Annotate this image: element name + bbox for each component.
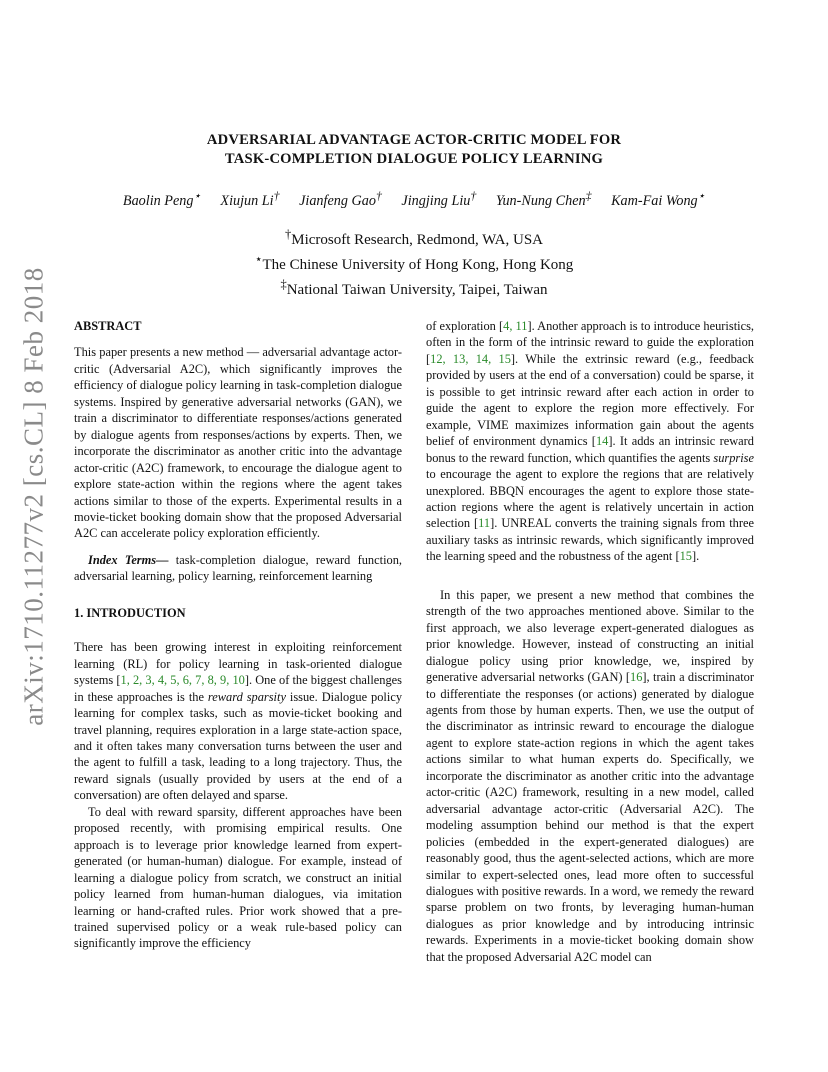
title-line-1: ADVERSARIAL ADVANTAGE ACTOR-CRITIC MODEL FOR [206,132,622,148]
citation-link[interactable]: 1, 2, 3, 4, 5, 6, 7, 8, 9, 10 [120,673,245,688]
citation-link[interactable]: 11 [478,516,491,531]
author: Xiujun Li† [220,188,280,209]
intro-paragraph-2: To deal with reward sparsity, different approaches have been proposed recently, with promising empirical results. One approach is to leverage prior knowledge learned from expert-generated (or human-human) dialogue. For example, instead of learning a dialogue policy from scratch, we construct an initial policy learned from human-human dialogues, via imitation learning or hand-crafted rules. Prior work showed that a pre-trained supervised policy or a weak rule-based policy can significantly improve the efficiency [74,804,402,951]
abstract-heading: ABSTRACT [74,319,142,333]
intro-heading: 1. INTRODUCTION [74,605,186,620]
index-terms-text: task-completion dialogue, reward function, adversarial learning, policy learning, reinforcement learning [74,552,402,584]
citation-link[interactable]: 15 [679,549,692,564]
author: Jingjing Liu† [401,188,477,209]
author: Yun-Nung Chen‡ [495,188,592,209]
arxiv-stamp-text: arXiv:1710.11277v2 [cs.CL] 8 Feb 2018 [18,266,49,726]
left-column [74,318,402,952]
intro-paragraph-1: There has been growing interest in exploiting reinforcement learning (RL) for policy learning in task-oriented dialogue systems [1, 2, 3, 4, 5, 6, 7, 8, 9, 10]. One of the biggest challenges in these approaches is the reward sparsity issue. Dialogue policy learning for complex tasks, such as movie-ticket booking and travel planning, requires exploration in a large state-action space, and it often takes many conversation turns between the user and the agent to fulfill a task, leading to a long trajectory. Thus, the reward signals (usually provided by users at the end of a conversation) are often delayed and sparse. [74,640,403,803]
author-list [0,188,828,210]
title-line-2: TASK-COMPLETION DIALOGUE POLICY LEARNING [224,151,604,167]
right-paragraph-1: of exploration [4, 11]. Another approach is to introduce heuristics, often in the form of the intrinsic reward to guide the exploration [12, 13, 14, 15]. While the extrinsic reward (e.g., feedback provided by users at the end of a conversation) could be sparse, it is possible to get intrinsic reward after each action in order to guide the agent to explore the region more effectively. For example, VIME maximizes information gain about the agents belief of environment dynamics [14]. It adds an intrinsic reward bonus to the reward function, which quantifies the agents surprise to encourage the agent to explore the regions that are relatively unexplored. BBQN encourages the agent to explore those state-action regions where the agent is relatively uncertain in action selection [11]. UNREAL converts the training signals from three auxiliary tasks as intrinsic rewards, which significantly improved the learning speed and the robustness of the agent [15]. [426,319,754,564]
citation-link[interactable]: 4, 11 [503,319,528,333]
paper-title [0,131,828,169]
author: Jianfeng Gao† [299,188,382,209]
right-column [426,318,754,965]
affiliation: ‡National Taiwan University, Taipei, Taiwan [280,277,548,298]
citation-link[interactable]: 14 [595,434,609,449]
author: Baolin Peng⋆ [122,188,201,209]
arxiv-stamp [14,266,54,726]
affiliation: ⋆The Chinese University of Hong Kong, Hong Kong [254,252,574,273]
right-paragraph-2: In this paper, we present a new method that combines the strength of the two approaches mentioned above. Similar to the first approach, we also leverage expert-generated dialogues as prior knowledge. However, instead of constructing an initial dialogue policy using prior knowledge, we, inspired by generative adversarial networks (GAN) [16], train a discriminator to differentiate the responses (or actions) generated by dialogue agents from those by human experts. Then, we use the output of the discriminator as intrinsic reward to encourage the dialogue agent to explore state-action regions in which the agent takes actions similar to what human experts do. Specifically, we incorporate the discriminator as another critic into the advantage actor-critic (A2C) framework, resulting in a new model, called adversarial advantage actor-critic (Adversarial A2C). The modeling assumption behind our method is that the expert policies (embedded in the expert-generated dialogues) are reasonably good, thus the agent-selected actions, which are more similar to expert-selected ones, lead more often to successful dialogues with positive rewards. In a word, we remedy the reward sparse problem on two fronts, by leveraging human-human dialogues as prior knowledge and by introducing intrinsic rewards. Experiments in a movie-ticket booking domain show that the proposed Adversarial A2C model can [426,587,754,964]
author: Kam-Fai Wong⋆ [611,188,706,209]
affiliation-list [0,225,828,300]
abstract-text: This paper presents a new method — adversarial advantage actor-critic (Adversarial A2C), which significantly improves the efficiency of dialogue policy learning in task-completion dialogue systems. Inspired by generative adversarial networks (GAN), we train a discriminator to differentiate responses/actions generated by dialogue agents from responses/actions by experts. Then, we incorporate the discriminator as another critic into the advantage actor-critic (A2C) framework, to encourage the dialogue agent to explore state-action within the regions where the agent takes actions similar to those of the experts. Experimental results in a movie-ticket booking domain show that the proposed Adversarial A2C can accelerate policy exploration efficiently. [74,345,402,541]
index-terms [74,552,402,585]
index-terms-label: Index Terms— [88,552,169,567]
citation-link[interactable]: 16 [630,670,643,685]
affiliation: †Microsoft Research, Redmond, WA, USA [284,227,544,248]
citation-link[interactable]: 12, 13, 14, 15 [430,351,511,366]
